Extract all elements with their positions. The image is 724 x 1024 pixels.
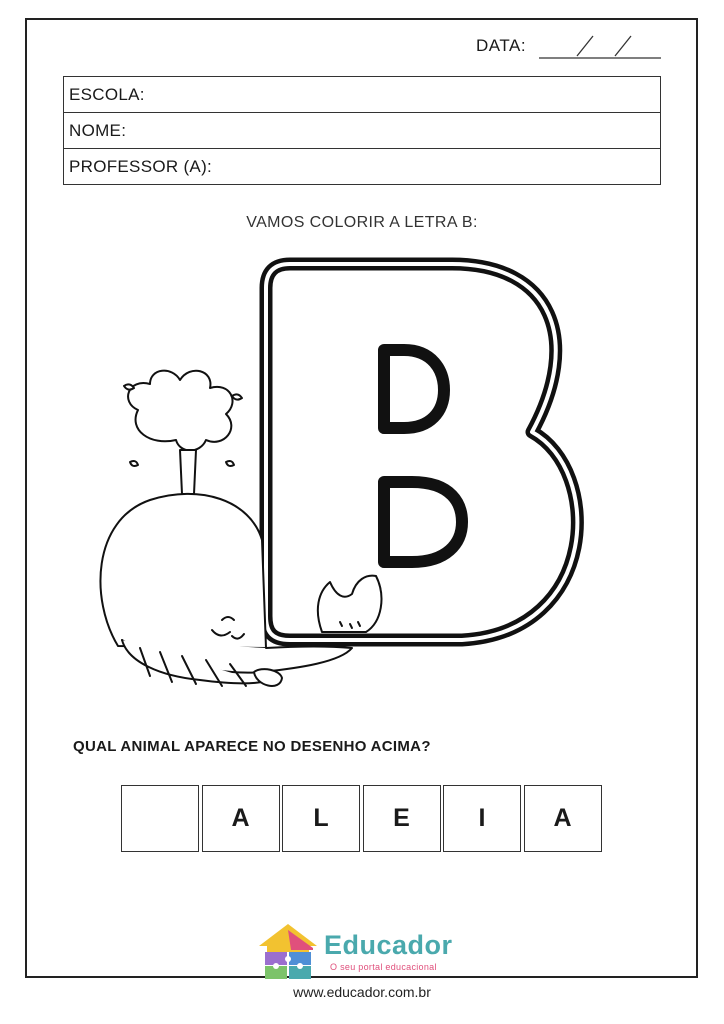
letter-b-outline[interactable] xyxy=(266,264,577,640)
answer-box[interactable]: I xyxy=(443,785,521,852)
date-label: DATA: xyxy=(476,36,527,55)
name-label: NOME: xyxy=(69,120,127,140)
question-text: QUAL ANIMAL APARECE NO DESENHO ACIMA? xyxy=(73,738,431,755)
footer-url[interactable]: www.educador.com.br xyxy=(293,984,431,1000)
answer-box[interactable]: E xyxy=(363,785,441,852)
brand-name: Educador xyxy=(324,930,453,960)
answer-box[interactable]: A xyxy=(524,785,602,852)
answer-boxes xyxy=(121,785,604,852)
brand-tagline: O seu portal educacional xyxy=(330,962,437,972)
answer-box[interactable]: A xyxy=(202,785,280,852)
answer-box[interactable] xyxy=(121,785,199,852)
answer-box[interactable]: L xyxy=(282,785,360,852)
school-label: ESCOLA: xyxy=(69,84,145,104)
instruction-text: VAMOS COLORIR A LETRA B: xyxy=(246,214,478,231)
teacher-label: PROFESSOR (A): xyxy=(69,156,213,176)
house-puzzle-icon xyxy=(255,922,321,980)
